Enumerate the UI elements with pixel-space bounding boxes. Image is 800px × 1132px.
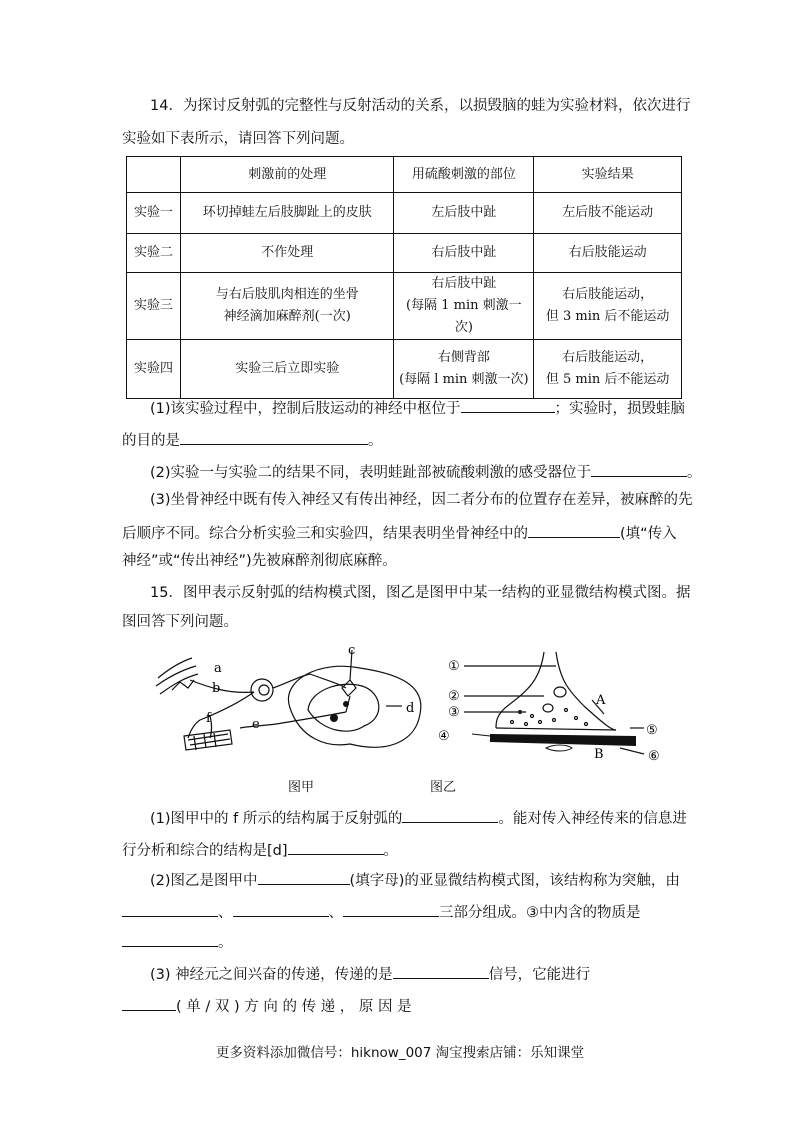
row-site-cell [394,273,534,340]
q14-stem-line2: 实验如下表所示，请回答下列问题。 [122,131,354,147]
answer-blank[interactable] [122,994,176,1011]
answer-blank[interactable] [402,806,498,823]
fig-yi-label-a: A [596,693,606,708]
answer-blank[interactable] [343,900,439,917]
answer-blank[interactable] [233,900,329,917]
q14-sub3-text-b: (填“传入 [620,526,677,542]
answer-blank[interactable] [180,428,368,445]
row-result-cell [534,273,682,340]
cell-line: 右后肢能运动， [562,350,654,365]
q15-sub1-text-a: (1)图甲中的 f 所示的结构属于反射弧的 [150,811,403,827]
q14-sub3-line3: 神经”或“传出神经”)先被麻醉剂彻底麻醉。 [122,553,397,569]
q15-sub1-text-b: 。能对传入神经传来的信息进 [498,811,687,827]
fig-yi-label-6: ⑥ [648,749,660,764]
table-row [127,273,682,340]
footer-ad: 更多资料添加微信号：hiknow_007 淘宝搜索店铺：乐知课堂 [215,1045,585,1061]
row-treat-cell [180,340,394,399]
figure-jia-reflex-arc [150,640,440,780]
table-header-cell [127,157,181,193]
q14-sub3-line2 [122,521,682,544]
cell-line: 右后肢中趾 [431,245,497,260]
q14-sub1-text-c: 的目的是 [122,433,180,449]
table-header-cell: 用硫酸刺激的部位 [394,157,534,193]
fig-yi-label-4: ④ [438,729,450,744]
row-site-cell [394,340,534,399]
fig-jia-label-a: a [214,661,222,676]
row-treat-cell [180,234,394,273]
cell-line: 实验三后立即实验 [235,361,340,376]
q15-sub2-text-c: 三部分组成。③中内含的物质是 [439,905,641,921]
answer-blank[interactable] [122,900,218,917]
experiment-table [126,156,682,399]
fig-jia-label-d: d [406,701,415,716]
answer-blank[interactable] [258,868,350,885]
q15-sub1-line1 [150,806,710,829]
q14-sub1-line2 [122,428,682,451]
q15-sub2-line1 [150,868,710,891]
q14-sub2 [150,460,710,483]
fig-jia-caption: 图甲 [288,780,315,795]
q15-sub3-text-a: (3) 神经元之间兴奋的传递，传递的是 [150,967,393,983]
row-name-cell: 实验一 [127,193,181,234]
q14-sub2-text-b: 。 [687,465,702,481]
q15-sub2-text-a: (2)图乙是图甲中 [150,873,258,889]
cell-line: 右后肢能运动， [562,287,654,302]
row-result-cell [534,340,682,399]
q15-sub2-sep2: 、 [328,905,343,921]
fig-yi-label-1: ① [448,659,460,674]
fig-yi-label-3: ③ [448,705,460,720]
row-name-cell: 实验二 [127,234,181,273]
cell-line: (每隔 1 min 刺激一次) [406,298,522,335]
cell-line: 但 3 min 后不能运动 [545,309,670,324]
cell-line: 神经滴加麻醉剂(一次) [223,309,351,324]
fig-jia-label-c: c [348,643,356,658]
row-treat-cell [180,273,394,340]
cell-line: 右侧背部 [437,350,490,365]
cell-line: 右后肢中趾 [431,276,497,291]
table-header-row [127,157,682,193]
answer-blank[interactable] [528,521,620,538]
q15-sub1-text-c: 行分析和综合的结构是[d] [122,843,288,859]
cell-line: 环切掉蛙左后肢脚趾上的皮肤 [202,205,372,220]
q15-sub2-line2 [122,900,682,923]
row-result-cell [534,193,682,234]
cell-line: 与右后肢肌肉相连的坐骨 [215,287,359,302]
table-header-cell: 刺激前的处理 [180,157,394,193]
fig-yi-label-5: ⑤ [646,723,658,738]
q15-sub3-text-c: ( 单 / 双 ) 方 向 的 传 递 ， 原 因 是 [176,999,412,1015]
q14-sub1-text-b: ；实验时，损毁蛙脑 [554,401,686,417]
q15-sub2-line3 [122,930,682,953]
q15-sub1-line2 [122,838,682,861]
q15-stem-line2: 图回答下列问题。 [122,614,238,630]
q15-sub3-line1 [150,962,710,985]
q15-stem-line1: 15．图甲表示反射弧的结构模式图，图乙是图甲中某一结构的亚显微结构模式图。据 [150,585,691,601]
fig-jia-label-e: e [252,717,260,732]
q14-sub1-text-d: 。 [368,433,383,449]
table-row [127,193,682,234]
q14-sub3-line1: (3)坐骨神经中既有传入神经又有传出神经，因二者分布的位置存在差异，被麻醉的先 [150,492,693,508]
fig-yi-caption: 图乙 [430,780,457,795]
cell-line: 但 5 min 后不能运动 [545,372,670,387]
answer-blank[interactable] [122,930,218,947]
q14-sub3-text-a: 后顺序不同。综合分析实验三和实验四，结果表明坐骨神经中的 [122,526,528,542]
answer-blank[interactable] [461,396,555,413]
row-treat-cell [180,193,394,234]
q14-sub2-text-a: (2)实验一与实验二的结果不同，表明蛙趾部被硫酸刺激的感受器位于 [150,465,592,481]
q15-sub1-text-d: 。 [383,843,399,859]
figure-yi-synapse [436,650,676,770]
table-row [127,234,682,273]
row-site-cell [394,193,534,234]
table-row [127,340,682,399]
row-site-cell [394,234,534,273]
q14-sub1-line1 [150,396,710,419]
q15-sub2-text-d: 。 [218,935,233,951]
cell-line: 右后肢能运动 [568,245,647,260]
q15-sub3-text-b: 信号，它能进行 [488,967,591,983]
q14-sub1-text-a: (1)该实验过程中，控制后肢运动的神经中枢位于 [150,401,461,417]
cell-line: 左后肢中趾 [431,205,497,220]
table-header-cell: 实验结果 [534,157,682,193]
cell-line: 左后肢不能运动 [562,205,654,220]
answer-blank[interactable] [393,962,489,979]
cell-line: 不作处理 [261,245,314,260]
answer-blank[interactable] [591,460,687,477]
row-result-cell [534,234,682,273]
row-name-cell: 实验四 [127,340,181,399]
fig-jia-label-f: f [206,711,211,726]
fig-yi-label-2: ② [448,689,460,704]
answer-blank[interactable] [288,838,384,855]
row-name-cell: 实验三 [127,273,181,340]
q15-sub2-sep1: 、 [218,905,233,921]
fig-yi-label-b: B [594,747,604,762]
fig-jia-label-b: b [212,681,221,696]
q15-sub3-line2 [122,994,682,1017]
q14-stem-line1: 14．为探讨反射弧的完整性与反射活动的关系，以损毁脑的蛙为实验材料，依次进行 [150,98,691,114]
q15-sub2-text-b: (填字母)的亚显微结构模式图，该结构称为突触，由 [349,873,680,889]
cell-line: (每隔 l min 刺激一次) [399,372,529,387]
